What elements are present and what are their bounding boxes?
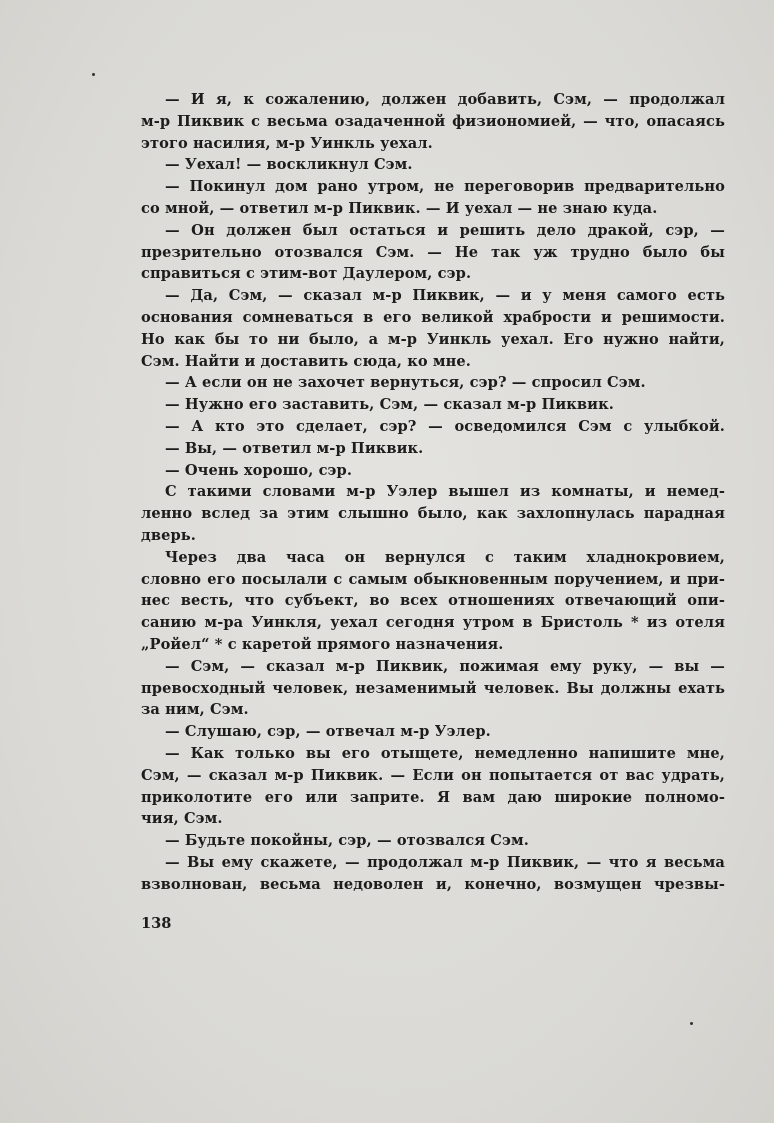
text-line: презрительно отозвался Сэм. — Не так уж трудно было бы [141, 243, 725, 261]
text-line: С такими словами м-р Уэлер вышел из комнаты, и немед- [165, 483, 725, 501]
text-line: — Очень хорошо, сэр. [165, 461, 353, 479]
text-line: — Уехал! — воскликнул Сэм. [165, 156, 413, 174]
text-line: за ним, Сэм. [141, 701, 249, 719]
text-line: нес весть, что субъект, во всех отношениях отвечающий опи- [141, 592, 725, 610]
text-line: — Он должен был остаться и решить дело дракой, сэр, — [165, 221, 725, 239]
scan-speck [92, 73, 95, 76]
text-line: — Будьте покойны, сэр, — отозвался Сэм. [165, 832, 529, 850]
text-line: превосходный человек, незаменимый человек. Вы должны ехать [141, 679, 725, 697]
body-text [141, 89, 725, 895]
text-line: Сэм. Найти и доставить сюда, ко мне. [141, 352, 471, 370]
text-line: основания сомневаться в его великой храбрости и решимости. [141, 308, 725, 326]
scan-speck [690, 1022, 693, 1025]
text-line: приколотите его или заприте. Я вам даю широкие полномо- [141, 788, 725, 806]
text-line: — Вы, — ответил м-р Пиквик. [165, 439, 424, 457]
text-line: Но как бы то ни было, а м-р Уинкль уехал. Его нужно найти, [141, 330, 725, 348]
text-line: со мной, — ответил м-р Пиквик. — И уехал — не знаю куда. [141, 199, 658, 217]
text-line: — Вы ему скажете, — продолжал м-р Пиквик, — что я весьма [165, 853, 725, 871]
text-line: чия, Сэм. [141, 810, 223, 828]
text-line: „Ройел“ * с каретой прямого назначения. [141, 635, 504, 653]
text-line: — Покинул дом рано утром, не переговорив предварительно [165, 178, 725, 196]
text-line: этого насилия, м-р Уинкль уехал. [141, 134, 433, 152]
text-line: — Как только вы его отыщете, немедленно напишите мне, [165, 744, 725, 762]
page-number: 138 [141, 915, 172, 932]
text-line: справиться с этим-вот Даулером, сэр. [141, 265, 472, 283]
text-line: — Да, Сэм, — сказал м-р Пиквик, — и у меня самого есть [165, 287, 725, 305]
text-line: санию м-ра Уинкля, уехал сегодня утром в Бристоль * из отеля [141, 614, 725, 632]
text-line: дверь. [141, 526, 196, 544]
text-line: взволнован, весьма недоволен и, конечно, возмущен чрезвы- [141, 875, 725, 893]
text-line: — А кто это сделает, сэр? — осведомился Сэм с улыбкой. [165, 417, 725, 435]
text-line: — И я, к сожалению, должен добавить, Сэм, — продолжал [165, 91, 725, 108]
text-line: — Сэм, — сказал м-р Пиквик, пожимая ему руку, — вы — [165, 657, 725, 675]
text-line: — А если он не захочет вернуться, сэр? — спросил Сэм. [165, 374, 646, 392]
text-line: ленно вслед за этим слышно было, как захлопнулась парадная [141, 505, 725, 523]
text-line: словно его посылали с самым обыкновенным поручением, и при- [141, 570, 725, 588]
text-line: Через два часа он вернулся с таким хладнокровием, [165, 548, 725, 566]
text-line: м-р Пиквик с весьма озадаченной физиономией, — что, опасаясь [141, 112, 725, 130]
text-line: — Слушаю, сэр, — отвечал м-р Уэлер. [165, 723, 491, 741]
text-line: Сэм, — сказал м-р Пиквик. — Если он попытается от вас удрать, [141, 766, 725, 784]
text-line: — Нужно его заставить, Сэм, — сказал м-р Пиквик. [165, 396, 614, 414]
